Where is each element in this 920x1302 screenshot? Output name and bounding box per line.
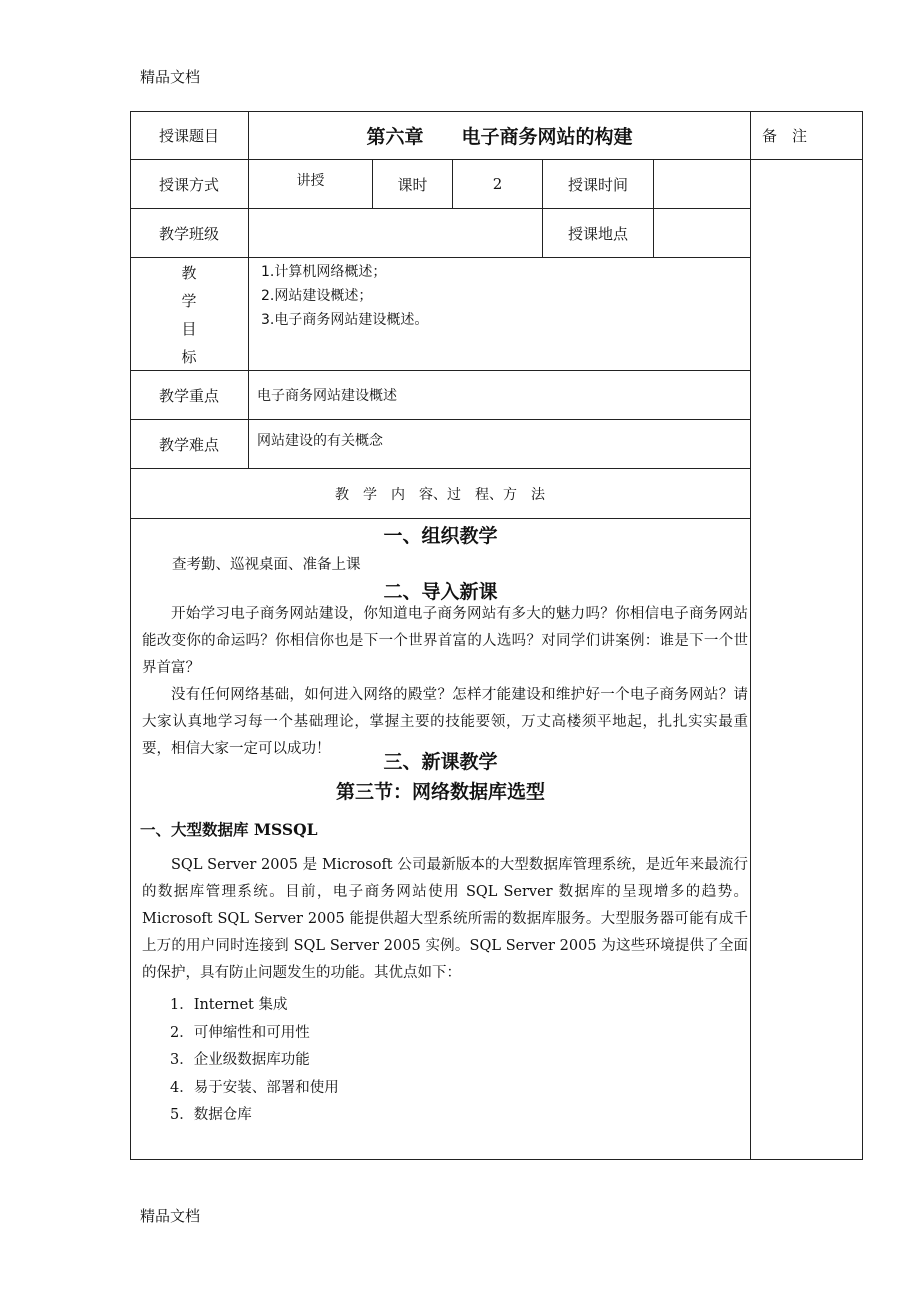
subsection-title: 一、大型数据库 MSSQL (140, 820, 318, 839)
goals-label (130, 258, 248, 370)
goal-item: 2.网站建设概述； (261, 288, 373, 304)
method-value: 讲授 (296, 173, 325, 189)
content-header: 教 学 内 容、过 程、方 法 (335, 486, 545, 503)
goals-label-char: 学 (181, 291, 197, 310)
section-1-title: 一、组织教学 (383, 525, 498, 547)
class-label: 教学班级 (158, 224, 219, 243)
time-value (654, 160, 750, 208)
goal-item: 3.电子商务网站建设概述。 (261, 312, 429, 328)
goals-list (261, 260, 741, 332)
section-2-paragraph-1: 开始学习电子商务网站建设，你知道电子商务网站有多大的魅力吗？你相信电子商务网站能改变你的命运吗？你相信你也是下一个世界首富的人选吗？对同学们讲案例：谁是下一个世界首富？ (142, 606, 748, 676)
lesson-plan-table (130, 111, 863, 1160)
section-1-text: 查考勤、巡视桌面、准备上课 (172, 557, 361, 573)
goal-item: 1.计算机网络概述； (261, 264, 387, 280)
list-item: 1．Internet 集成 (170, 997, 288, 1013)
location-value (654, 209, 750, 257)
difficulty-label: 教学难点 (158, 435, 219, 454)
section-3-subtitle: 第三节：网络数据库选型 (335, 781, 545, 803)
goals-label-char: 教 (181, 263, 197, 282)
goals-label-char: 目 (181, 319, 197, 338)
subsection-paragraph: SQL Server 2005 是 Microsoft 公司最新版本的大型数据库管理系统，是近年来最流行的数据库管理系统。目前，电子商务网站使用 SQL Server 数据库的呈现增多的趋势。Microsoft SQL Server 2005 能提供超大型系统所需的数据库服务。大型服务器可能有成千上万的用户同时连接到 SQL Server 2005 实例。SQL Server 2005 为这些环境提供了全面的保护，具有防止问题发生的功能。其优点如下： (142, 857, 748, 981)
list-item: 4．易于安装、部署和使用 (170, 1079, 339, 1096)
list-item: 3．企业级数据库功能 (170, 1052, 310, 1068)
hours-value: 2 (492, 175, 503, 193)
list-item: 5．数据仓库 (170, 1107, 252, 1123)
section-3-title: 三、新课教学 (383, 751, 498, 773)
lesson-title: 第六章 电子商务网站的构建 (366, 125, 633, 148)
difficulty-value: 网站建设的有关概念 (257, 433, 383, 449)
method-label: 授课方式 (158, 175, 219, 194)
footer-note: 精品文档 (140, 1207, 201, 1225)
list-item: 2．可伸缩性和可用性 (170, 1024, 310, 1041)
header-note: 精品文档 (140, 68, 201, 86)
time-label: 授课时间 (567, 175, 628, 194)
section-2-title: 二、导入新课 (383, 581, 498, 603)
focus-value: 电子商务网站建设概述 (257, 388, 397, 404)
hours-label: 课时 (397, 175, 428, 194)
section-2-paragraph-2: 没有任何网络基础，如何进入网络的殿堂？怎样才能建设和维护好一个电子商务网站？请大家认真地学习每一个基础理论，掌握主要的技能要领，万丈高楼须平地起，扎扎实实最重要，相信大家一定可以成功！ (142, 687, 748, 757)
remark-label: 备 注 (762, 126, 808, 145)
topic-label: 授课题目 (158, 126, 219, 145)
focus-label: 教学重点 (158, 386, 219, 405)
advantages-list (170, 992, 339, 1130)
goals-label-char: 标 (181, 347, 197, 366)
class-value (249, 209, 542, 257)
location-label: 授课地点 (567, 224, 628, 243)
